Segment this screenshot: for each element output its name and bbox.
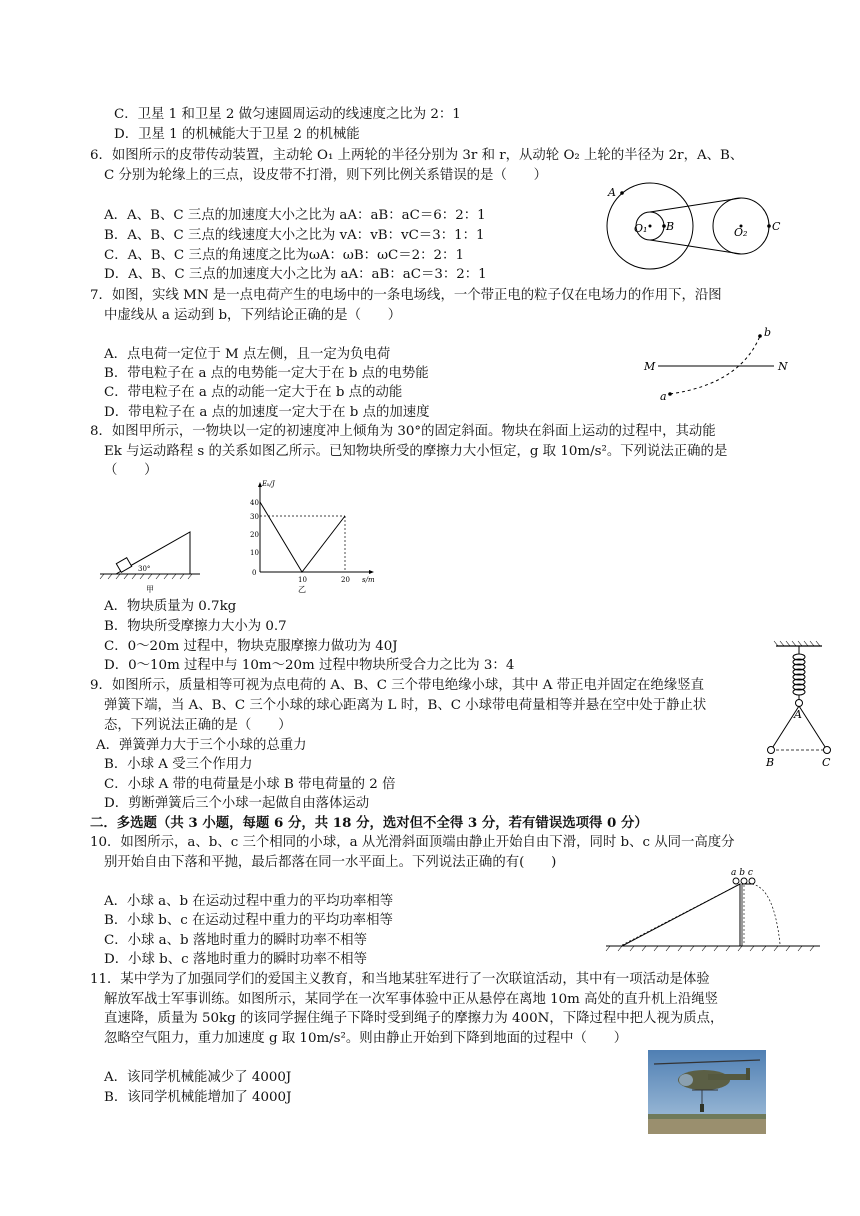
q8-option-b: B．物块所受摩擦力大小为 0.7 bbox=[104, 619, 287, 634]
tick-y30: 30 bbox=[250, 513, 259, 521]
spring-label-C: C bbox=[822, 756, 831, 769]
angle-label: 30° bbox=[138, 565, 151, 573]
ek-s-graph bbox=[240, 478, 380, 594]
q10-option-a: A．小球 a、b 在运动过程中重力的平均功率相等 bbox=[104, 894, 394, 909]
fig-caption-jia: 甲 bbox=[146, 585, 154, 594]
q10-option-d: D．小球 b、c 落地时重力的瞬时功率不相等 bbox=[104, 952, 367, 967]
label-N: N bbox=[778, 360, 788, 373]
spring-balls-figure bbox=[756, 640, 842, 772]
q6-stem-line2: C 分别为轮缘上的三点，设皮带不打滑，则下列比例关系错误的是（ ） bbox=[104, 168, 547, 183]
spring-label-B: B bbox=[766, 756, 775, 769]
q5-option-c: C．卫星 1 和卫星 2 做匀速圆周运动的线速度之比为 2：1 bbox=[114, 107, 461, 122]
q9-option-b: B．小球 A 受三个作用力 bbox=[104, 757, 253, 772]
helicopter-photo bbox=[648, 1050, 766, 1134]
label-B: B bbox=[666, 220, 675, 233]
tick-y20: 20 bbox=[250, 531, 259, 539]
slope-fall-figure bbox=[600, 866, 826, 952]
q11-stem-line1: 11．某中学为了加强同学们的爱国主义教育，和当地某驻军进行了一次联谊活动，其中有一项活动是体验 bbox=[90, 972, 710, 987]
fig-caption-yi: 乙 bbox=[298, 585, 306, 594]
tick-y0: 0 bbox=[252, 569, 257, 577]
label-C: C bbox=[772, 220, 781, 233]
spring-label-A: A bbox=[794, 708, 802, 721]
q8-option-d: D．0～10m 过程中与 10m～20m 过程中物块所受合力之比为 3：4 bbox=[104, 658, 515, 673]
q9-stem-line2: 弹簧下端，当 A、B、C 三个小球的球心距离为 L 时，B、C 小球带电荷量相等并悬在空中处于静止状 bbox=[104, 698, 707, 713]
q6-option-c: C．A、B、C 三点的角速度之比为ωA：ωB：ωC＝2：2：1 bbox=[104, 248, 464, 263]
q9-stem-line3: 态，下列说法正确的是（ ） bbox=[104, 718, 292, 733]
q6-option-d: D．A、B、C 三点的加速度大小之比为 aA：aB：aC＝3：2：1 bbox=[104, 267, 487, 282]
label-O2: O₂ bbox=[734, 226, 748, 239]
q10-stem-line1: 10．如图所示，a、b、c 三个相同的小球，a 从光滑斜面顶端由静止开始自由下滑，同时 b、c 从同一高度分 bbox=[90, 835, 735, 850]
q10-stem-line2: 别开始自由下落和平抛，最后都落在同一水平面上。下列说法正确的有( ) bbox=[104, 855, 557, 870]
q6-stem-line1: 6．如图所示的皮带传动装置，主动轮 O₁ 上两轮的半径分别为 3r 和 r，从动轮 O₂ 上轮的半径为 2r，A、B、 bbox=[90, 148, 744, 163]
graph-xlabel: s/m bbox=[362, 576, 375, 584]
helicopter-illustration bbox=[648, 1050, 766, 1134]
q8-stem-line2: Ek 与运动路程 s 的关系如图乙所示。已知物块所受的摩擦力大小恒定，g 取 10m/s²。下列说法正确的是 bbox=[104, 444, 728, 459]
q9-option-c: C．小球 A 带的电荷量是小球 B 带电荷量的 2 倍 bbox=[104, 777, 396, 792]
label-O1: O₁ bbox=[634, 222, 648, 235]
belt-drive-figure bbox=[598, 180, 798, 284]
q7-option-d: D．带电粒子在 a 点的加速度一定大于在 b 点的加速度 bbox=[104, 405, 430, 420]
q10-option-c: C．小球 a、b 落地时重力的瞬时功率不相等 bbox=[104, 933, 367, 948]
q8-stem-line1: 8．如图甲所示，一物块以一定的初速度冲上倾角为 30°的固定斜面。物块在斜面上运动的过程中，其动能 bbox=[90, 424, 716, 439]
q9-option-a: A．弹簧弹力大于三个小球的总重力 bbox=[96, 738, 307, 753]
q8-stem-line3: （ ） bbox=[104, 463, 158, 478]
q11-stem-line3: 直速降，质量为 50kg 的该同学握住绳子下降时受到绳子的摩擦力为 400N，下降过程中把人视为质点， bbox=[104, 1011, 724, 1026]
q7-option-c: C．带电粒子在 a 点的动能一定大于在 b 点的动能 bbox=[104, 385, 403, 400]
q11-option-a: A．该同学机械能减少了 4000J bbox=[104, 1070, 292, 1085]
balls-label: a b c bbox=[731, 868, 753, 878]
label-M: M bbox=[644, 360, 656, 373]
tick-x10: 10 bbox=[298, 576, 307, 584]
q7-stem-line2: 中虚线从 a 运动到 b，下列结论正确的是（ ） bbox=[104, 308, 402, 323]
graph-ylabel: Eₖ/J bbox=[262, 480, 275, 488]
q7-stem-line1: 7．如图，实线 MN 是一点电荷产生的电场中的一条电场线，一个带正电的粒子仅在电场力的作用下，沿图 bbox=[90, 288, 722, 303]
q5-option-d: D．卫星 1 的机械能大于卫星 2 的机械能 bbox=[114, 127, 360, 142]
q8-option-a: A．物块质量为 0.7kg bbox=[104, 599, 237, 614]
q7-option-a: A．点电荷一定位于 M 点左侧，且一定为负电荷 bbox=[104, 347, 391, 362]
q9-option-d: D．剪断弹簧后三个小球一起做自由落体运动 bbox=[104, 796, 370, 811]
q11-stem-line2: 解放军战士军事训练。如图所示，某同学在一次军事体验中正从悬停在离地 10m 高处的直升机上沿绳竖 bbox=[104, 992, 719, 1007]
tick-y10: 10 bbox=[250, 549, 259, 557]
label-a: a bbox=[660, 390, 667, 403]
q11-option-b: B．该同学机械能增加了 4000J bbox=[104, 1090, 292, 1105]
label-A: A bbox=[608, 186, 616, 199]
q10-option-b: B．小球 b、c 在运动过程中重力的平均功率相等 bbox=[104, 913, 393, 928]
q8-option-c: C．0～20m 过程中，物块克服摩擦力做功为 40J bbox=[104, 639, 398, 654]
field-line-figure bbox=[640, 322, 800, 406]
tick-x20: 20 bbox=[341, 576, 350, 584]
q6-option-a: A．A、B、C 三点的加速度大小之比为 aA：aB：aC＝6：2：1 bbox=[104, 208, 486, 223]
section-2-heading: 二．多选题（共 3 小题，每题 6 分，共 18 分，选对但不全得 3 分，若有错误选项得 0 分） bbox=[90, 815, 648, 831]
q7-option-b: B．带电粒子在 a 点的电势能一定大于在 b 点的电势能 bbox=[104, 366, 429, 381]
label-b: b bbox=[764, 326, 772, 339]
q9-stem-line1: 9．如图所示，质量相等可视为点电荷的 A、B、C 三个带电绝缘小球，其中 A 带正电并固定在绝缘竖直 bbox=[90, 678, 704, 693]
q11-stem-line4: 忽略空气阻力，重力加速度 g 取 10m/s²。则由静止开始到下降到地面的过程中（ ） bbox=[104, 1031, 628, 1046]
incline-figure bbox=[96, 524, 206, 596]
q6-option-b: B．A、B、C 三点的线速度大小之比为 vA：vB：vC＝3：1：1 bbox=[104, 228, 485, 243]
tick-y40: 40 bbox=[250, 499, 259, 507]
